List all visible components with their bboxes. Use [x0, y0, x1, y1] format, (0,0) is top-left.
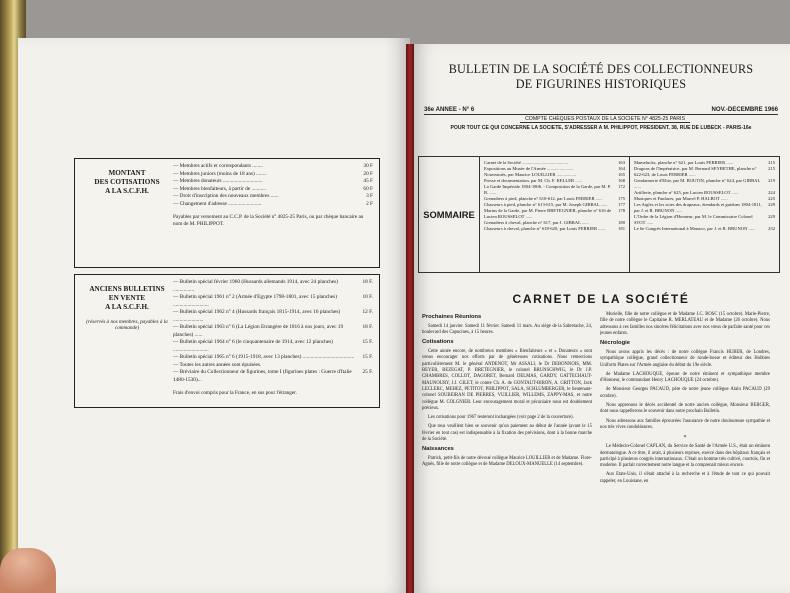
issue-date: NOV.-DECEMBRE 1966 — [711, 106, 778, 113]
list-item — [173, 193, 373, 201]
list-item — [173, 309, 373, 324]
article-paragraph: Que tous veuillent bien se souvenir qu'un paiement au début de l'année (avant le 15 février en tout cas) est indispensable à la fixation des prévisions, dont à la bonne marche de la Société. — [422, 424, 592, 442]
item-label: — Bulletin spécial février 1960 (Hussards allemands 1914, avec 24 planches) ................ — [173, 279, 338, 293]
item-label: — Changement d'adresse ......................... — [173, 200, 262, 207]
sommaire-entry — [484, 208, 625, 220]
sommaire-entry-title: Grenadiers à pied, planche n° 610-612, par Louis FERRIER ...... — [484, 195, 603, 201]
box-note: Frais d'envoi compris pour la France, en sus pour l'étranger. — [173, 390, 297, 397]
sommaire-right-column — [629, 157, 779, 272]
list-item — [173, 178, 373, 186]
sommaire-entry-page: 225 — [768, 195, 775, 201]
separator-asterisk: * — [683, 435, 687, 442]
sommaire-entry — [484, 184, 625, 196]
article-column-right — [600, 312, 770, 488]
item-price: 30 F — [363, 163, 373, 169]
item-price: 10 F. — [362, 294, 373, 301]
cotisations-title: MONTANT DES COTISATIONS A LA S.C.F.H. — [94, 169, 160, 196]
sommaire-entry-page: 168 — [618, 177, 625, 183]
ccp-line: COMPTE CHÈQUES POSTAUX DE LA SOCIETE N° 4825-25 PARIS — [520, 116, 690, 123]
sommaire-entry — [634, 214, 775, 226]
sommaire-entry-title: Carnet de la Société ........................................ — [484, 160, 568, 165]
sommaire-entry-title: Grenadiers à cheval, planche n° 617, par J. GIBBAL ...... — [484, 219, 589, 225]
article-paragraph: de Monsieur Georges PACAUD, père de notre jeune collègue Alain PACAUD (29 octobre). — [600, 387, 770, 399]
sommaire-entry-page: 175 — [618, 195, 625, 201]
item-label: — Droit d'inscription des nouveaux membres ...... — [173, 193, 279, 200]
bulletins-list — [173, 279, 373, 403]
article-paragraph: Le Médecin-Colonel CAPLAN, du Service de Santé de l'Armée U.S., était un éminent dermatologue. A ce titre, il avait, à plusieurs reprises, exercé dans des hôpitaux français et participé à plusieurs congrès internationaux. C'était un homme très cultivé, courtois, fin et moderne. Il parlait correctement notre langue et la comprenait mieux encore. — [600, 444, 770, 469]
book-binding — [406, 44, 414, 593]
item-label: — Bréviaire du Collectionneur de figurines, tome I (figurines plates : Guerre d'Italie 1480-1530)... — [173, 369, 352, 383]
article-column-left — [422, 312, 592, 472]
list-item — [173, 369, 373, 384]
cotisations-box — [74, 158, 380, 268]
sommaire-entry — [634, 166, 775, 178]
item-label: — Membres bienfaiteurs, à partir de ........... — [173, 185, 266, 192]
item-label: — Bulletin spécial 1964 n° 6 (le cinquantenaire de 1914, avec 12 planches) ........................... — [173, 339, 333, 353]
sommaire-entry — [634, 226, 775, 232]
bulletins-box — [74, 274, 380, 408]
article-paragraph: Nous avons appris les décès : de notre collègue Francis HUBER, de Londres, sympathique collègue, grand collectionneur de ronde-bosse et éditeur des Hobbies Uniform Plates sur l'Armée anglaise du début du 19e siècle. — [600, 349, 770, 368]
list-item — [173, 201, 373, 209]
article-paragraph: Les cotisations pour 1967 resteront inchangées (voir page 2 de la couverture). — [428, 415, 574, 421]
article-paragraph: Samedi 14 janvier. Samedi 11 février. Samedi 11 mars. Au siège de la Sabretache, 24, boulevard des Capucines, à 15 heures. — [422, 323, 592, 336]
item-price: 45 F — [363, 178, 373, 185]
item-price: 18 F. — [362, 279, 373, 285]
bulletins-subtitle: (réservés à nos membres, payables à la commande) — [86, 318, 168, 332]
item-label: — Bulletin spécial 1963 n° 6 (La Légion Etrangère de 1816 à nos jours, avec 19 planches) ...... — [173, 324, 344, 338]
article-paragraph: de Madame LACHOUQUE, épouse de notre éminent et sympathique membre d'Honneur, le commandant Henry LACHOUQUE (24 octobre). — [600, 371, 770, 384]
item-label: — Bulletin spécial 1961 n° 2 (Armée d'Egypte 1798-1801, avec 15 planches) ........................... — [173, 294, 337, 308]
item-label: — Membres actifs et correspondants ........ — [173, 163, 263, 169]
list-item — [173, 163, 373, 171]
sommaire-entry-page: 215 — [768, 160, 775, 165]
article-paragraph: Nous apprenons le décès accidentel de notre ancien collègue, Monsieur BERGER, dont nous rappellerons le souvenir dans notre prochain Bulletin. — [600, 403, 770, 415]
item-label: — Bulletin spécial 1962 n° 4 (Hussards français 1815-1914, avec 16 planches) ....................... — [173, 309, 341, 323]
article-paragraph: Aux Etats-Unis, il s'était attaché à la recherche et à l'étude de tout ce qui pouvait rappeler, en Louisiane, en — [600, 472, 770, 484]
sommaire-label: SOMMAIRE — [423, 209, 475, 220]
article-paragraph: Patrick, petit-fils de notre dévoué collègue Maurice LOUILLIER et de Madame. Flore-Agnès, fille de notre collègue et de Madame DELOUX-MANUELLE (14 septembre). — [422, 456, 592, 468]
sommaire-entry-title: Musiques et Fanfares, par Marcel P. HALBOT ...... — [634, 195, 728, 201]
item-price: 12 F. — [362, 309, 373, 316]
issue-number: 36e ANNEE - N° 6 — [424, 106, 475, 113]
item-label: — Toutes les autres années sont épuisées. — [173, 361, 262, 368]
list-item — [173, 171, 373, 179]
sommaire-entry — [634, 202, 775, 214]
sommaire-entry-title: Presse et documentation, par M. Ch. F. KELLER ...... — [484, 177, 583, 183]
item-label: — Bulletin spécial 1965 n° 6 (1915-1918, avec 13 planches) ....................................... — [173, 354, 355, 361]
section-heading: Nécrologie — [600, 340, 630, 347]
list-item — [173, 294, 373, 309]
sommaire-entry-page: 224 — [768, 189, 775, 195]
item-price: 15 F. — [362, 354, 373, 361]
article-paragraph: Nous adressons aux familles éprouvées l'assurance de notre douloureuse sympathie et nos très vives condoléances. — [600, 418, 770, 430]
item-price: 25 F. — [362, 369, 373, 376]
sommaire-entry-title: Expositions au Musée de l'Armée ....................... — [484, 165, 574, 171]
sommaire-entry-page: 229 — [768, 213, 775, 219]
sommaire-entry — [634, 178, 775, 190]
sommaire-entry-page: 163 — [618, 160, 625, 165]
sommaire-entry-page: 215 — [768, 165, 775, 171]
sommaire-entry-page: 165 — [618, 171, 625, 177]
item-label: — Membres juniors (moins de 18 ans) ........ — [173, 170, 267, 177]
section-heading: Naissances — [422, 446, 454, 453]
bulletins-title: ANCIENS BULLETINS EN VENTE A LA S.C.F.H. (réservés à nos membres, payables à la commande) — [81, 279, 173, 403]
sommaire-entry-page: 172 — [618, 183, 625, 189]
list-item — [173, 339, 373, 354]
reader-thumb — [0, 548, 56, 593]
issue-line — [424, 106, 778, 115]
sommaire-entry-title: La Garde Impériale 1804-1806. - Composition de la Garde, par M. P. B. ...... — [484, 183, 611, 195]
list-item — [173, 354, 373, 362]
sommaire-entry-page: 229 — [768, 201, 775, 207]
sommaire-entry-page: 180 — [618, 219, 625, 225]
sommaire-entry-title: Artillerie, planche n° 625, par Lucien ROUSSELOT ...... — [634, 189, 739, 195]
sommaire-entry-title: Le 6e Congrès International à Monaco, par J. et R. BRUNON ...... — [634, 225, 756, 231]
list-item — [173, 186, 373, 194]
item-label: — Membres donateurs .............................. — [173, 178, 263, 185]
sommaire-entry-title: Gendarmerie d'Elite, par M. BOUTIN, planche n° 624, par GIBBAL ...... — [634, 177, 761, 189]
sommaire-entry-title: Mamelucks, planche n° 621, par Louis FERRIER ...... — [634, 160, 734, 165]
carnet-title: CARNET DE LA SOCIÉTÉ — [512, 292, 690, 306]
sommaire-entry-title: Chasseurs à pied, planche n° 613-615, par M. Joseph GIBBAL ...... — [484, 201, 608, 207]
sommaire-entry-title: Chasseurs à cheval, planche n° 618-620, par Louis FERRIER ...... — [484, 225, 606, 231]
sommaire-entry-page: 177 — [618, 201, 625, 207]
item-price: 3 F — [366, 193, 373, 200]
item-price: 2 F — [366, 200, 373, 207]
sommaire-entry-title: Marins de la Garde, par M. Pierre BRETEGNIER, planche n° 616 de Lucien ROUSSELOT ...... — [484, 207, 612, 219]
item-price: 20 F — [363, 170, 373, 177]
sommaire-entry-title: Dragons de l'Impératrice, par M. Bernard SEYBETHE, planche n° 622-623, de Louis FERRIER ...... — [634, 165, 757, 177]
sommaire-entry-page: 181 — [618, 225, 625, 231]
item-price: 15 F. — [362, 339, 373, 346]
sommaire-entry-page: 219 — [768, 177, 775, 183]
sommaire-entry-page: 178 — [618, 207, 625, 213]
article-paragraph: Murielle, fille de notre collègue et de Madame J.C. BOSC (15 octobre). Marie-Pierre, fille de notre collègue le Capitaine R. MERLATEAU et de Madame (26 octobre). Nous adressons à ces familles nos sincères félicitations avec nos vœux de parfaite santé pour ces jeunes enfants. — [600, 312, 770, 336]
bulletin-header — [424, 62, 778, 91]
item-price: 60 F — [363, 185, 373, 192]
bulletin-title-line1: BULLETIN DE LA SOCIÉTÉ DES COLLECTIONNEURS — [448, 62, 754, 76]
sommaire-box — [418, 156, 780, 273]
sommaire-entry-title: Les Aigles et les soies des drapeaux, étendards et guidons 1804-1811, par J. et R. BRUNON ...... — [634, 201, 762, 213]
sommaire-entry-page: 232 — [768, 225, 775, 231]
address-line: POUR TOUT CE QUI CONCERNE LA SOCIETE, S'ADRESSER A M. PHILIPPOT, PRESIDENT, 38, RUE DE LUBECK - PARIS-16e — [450, 125, 752, 131]
sommaire-entry-page: 164 — [618, 165, 625, 171]
list-item — [173, 279, 373, 294]
section-heading: Prochaines Réunions — [422, 314, 482, 320]
bulletin-title-line2: DE FIGURINES HISTORIQUES — [515, 76, 687, 91]
box-note: Payables par versement au C.C.P. de la Société n° 4825-25 Paris, ou par chèque bancaire au nom de M. PHILIPPOT. — [173, 214, 364, 228]
article-paragraph: Cette année encore, de nombreux membres « Bienfaiteurs » et « Donateurs » sont venus encourager nos efforts par de généreuses cotisations. Nous remercions particulièrement M. le général ANDENOT, Mr ASSALI, le Dr DEBONNOIS, MM. BEYER, BEZEGAT, P. BRETEGNIER, le colonel BRUNSCHWIG, le Dr J.P. CHAMBRES, COLLOT, DAGORET, Bernard DELMAS, GARDY, GATTECHAUT-MAUNOURY, J.J. GILET, le comte Ch. A. de GONTAUT-BIRON, A. GRITTON, Jack LECLERC, MEHEZ, PETITOT, PHILIPPOT, SALA, SCHLUMBERGER, le lieutenant-colonel SOUBEIRAN DE PIERRES, VUILLIER, WILLEMS, ZAPPY-MAS, et notre collègue M. COLGNIER. Leur encouragement moral et pécuniaire nous est doublement précieux. — [422, 349, 592, 411]
item-price: 18 F. — [362, 324, 373, 331]
sommaire-left-column — [479, 157, 629, 272]
section-heading: Cotisations — [422, 339, 454, 346]
list-item — [173, 324, 373, 339]
cotisations-list — [173, 163, 373, 263]
sommaire-entry-title: Nouveautés, par Maurice LOUILLIER ................. — [484, 171, 577, 177]
sommaire-entry — [484, 226, 625, 232]
sommaire-entry-title: L'Ordre de la Légion d'Honneur, par M. le Commissaire Colonel STOT ...... — [634, 213, 753, 225]
